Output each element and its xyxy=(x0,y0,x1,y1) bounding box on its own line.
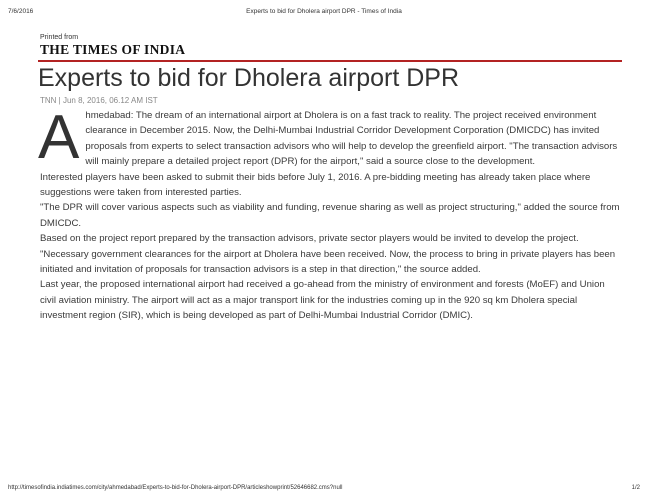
print-header xyxy=(8,8,640,18)
print-date: 7/6/2016 xyxy=(8,8,34,15)
publication-logo: THE TIMES OF INDIA xyxy=(40,42,186,57)
paragraph-1-text: hmedabad: The dream of an international airport at Dholera is on a fast track to reality. The project received environment clearance in December 2015. Now, the Delhi-Mumbai Industrial Corridor Development Corporation (DMICDC) has invited proposals from experts to select transaction advisors who will help to develop the greenfield airport. "The transaction advisors will mainly prepare a detailed project report (DPR) for the airport," said a source close to the development. xyxy=(85,110,618,168)
article-body xyxy=(38,103,622,324)
article-paragraph-5: Last year, the proposed international airport had received a go-ahead from the ministry of environment and forests (MoEF) and Union civil aviation ministry. The airport will act as a major transport link for the industries coming up in the 920 sq km Dholera special investment region (SIR), which is being developed as part of Delhi-Mumbai Industrial Corridor (DMIC). xyxy=(40,279,605,322)
article-paragraph-3: "The DPR will cover various aspects such as viability and funding, revenue sharing as well as project structuring," added the source from DMICDC. xyxy=(40,202,620,229)
article-paragraph-2: Interested players have been asked to submit their bids before July 1, 2016. A pre-bidding meeting has already taken place where suggestions were taken from interested parties. xyxy=(40,171,591,199)
print-source-url: http://timesofindia.indiatimes.com/city/ahmedabad/Experts-to-bid-for-Dholera-airport-DPR/articleshowprint/52646682.cms?null xyxy=(8,485,343,491)
page-number: 1/2 xyxy=(631,485,640,491)
header-divider xyxy=(38,60,622,62)
article-headline: Experts to bid for Dholera airport DPR xyxy=(38,64,460,92)
article-byline: TNN | Jun 8, 2016, 06.12 AM IST xyxy=(40,96,158,105)
article-paragraph-1 xyxy=(38,103,622,172)
article-paragraph-4: Based on the project report prepared by the transaction advisors, private sector players would be invited to develop the project. "Necessary government clearances for the airport at Dholera have been received. Now, the process to bring in private players has been initiated and invitation of proposals for transaction advisors is a step in that direction," the source added. xyxy=(40,233,616,276)
print-page-title: Experts to bid for Dholera airport DPR - Times of India xyxy=(246,8,402,15)
print-footer xyxy=(8,485,640,495)
printed-from-label: Printed from xyxy=(40,34,79,41)
drop-cap: A xyxy=(38,103,80,172)
